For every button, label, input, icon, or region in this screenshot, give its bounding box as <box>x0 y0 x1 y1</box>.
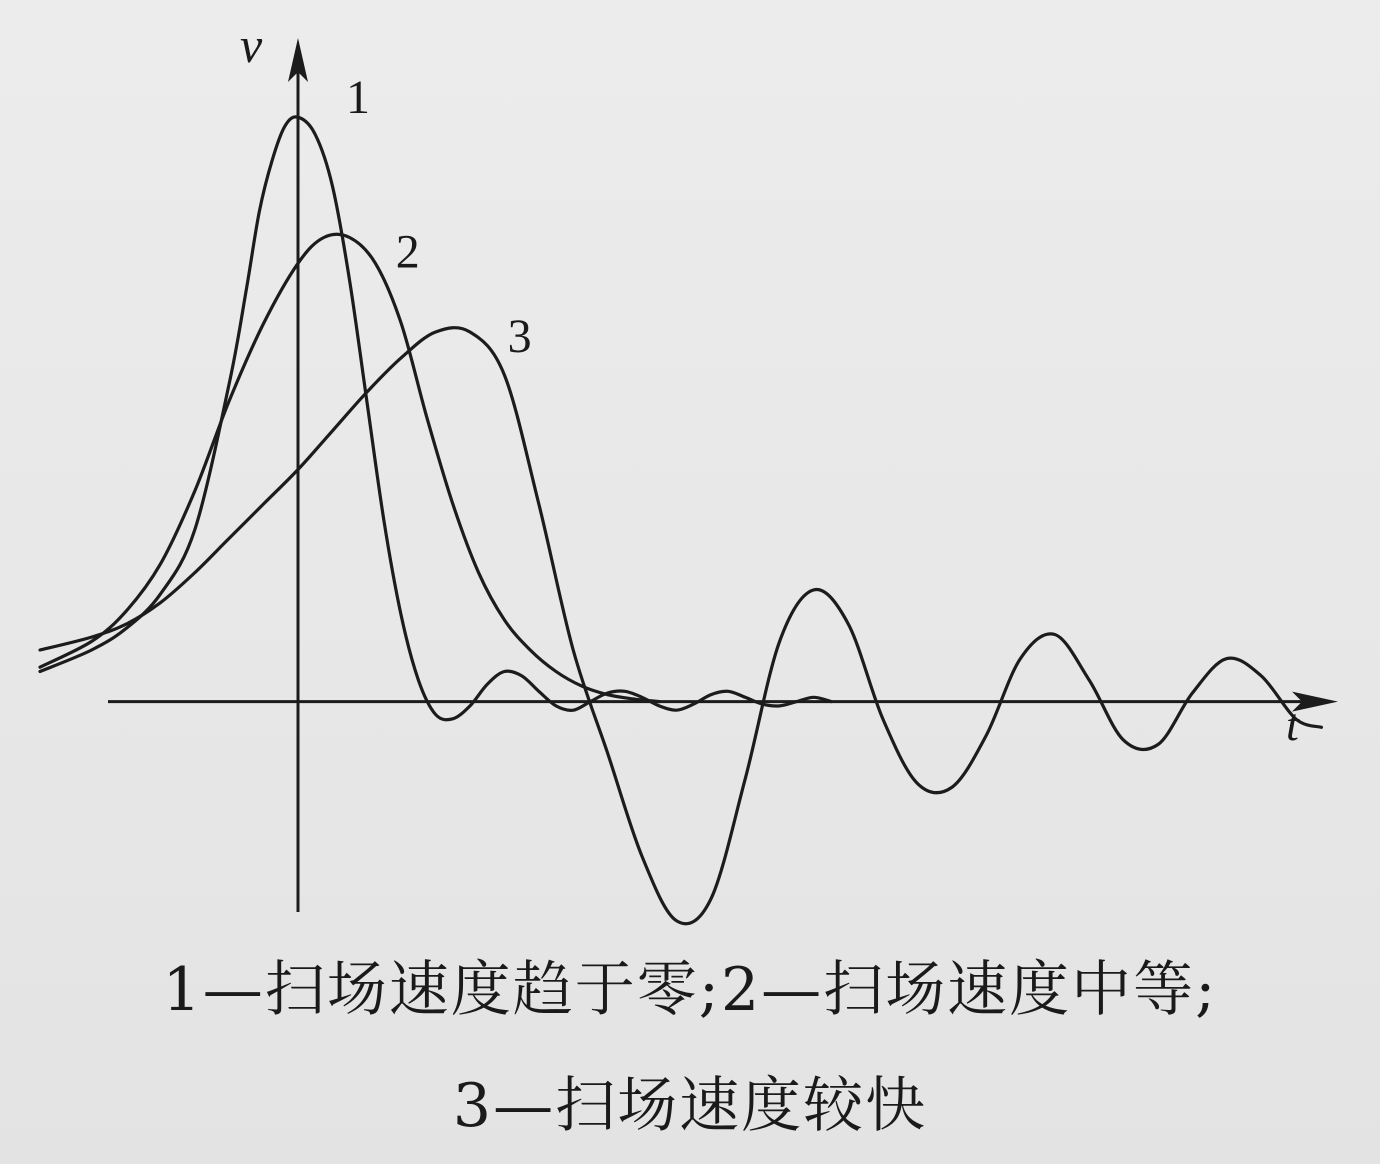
curve-label-1: 1 <box>346 71 370 125</box>
series-2-line <box>40 234 659 701</box>
y-axis-label: v <box>240 17 263 73</box>
series-3-line <box>40 328 1321 924</box>
labels <box>240 17 1300 750</box>
curve-label-2: 2 <box>395 225 420 279</box>
series-1-line <box>40 117 831 720</box>
x-axis-label: t <box>1286 699 1299 750</box>
caption-line-1: 1—扫场速度趋于零;2—扫场速度中等; <box>162 955 1218 1025</box>
curves <box>40 117 1321 924</box>
curve-label-3: 3 <box>507 310 532 364</box>
caption-line-2: 3—扫场速度较快 <box>452 1071 928 1141</box>
